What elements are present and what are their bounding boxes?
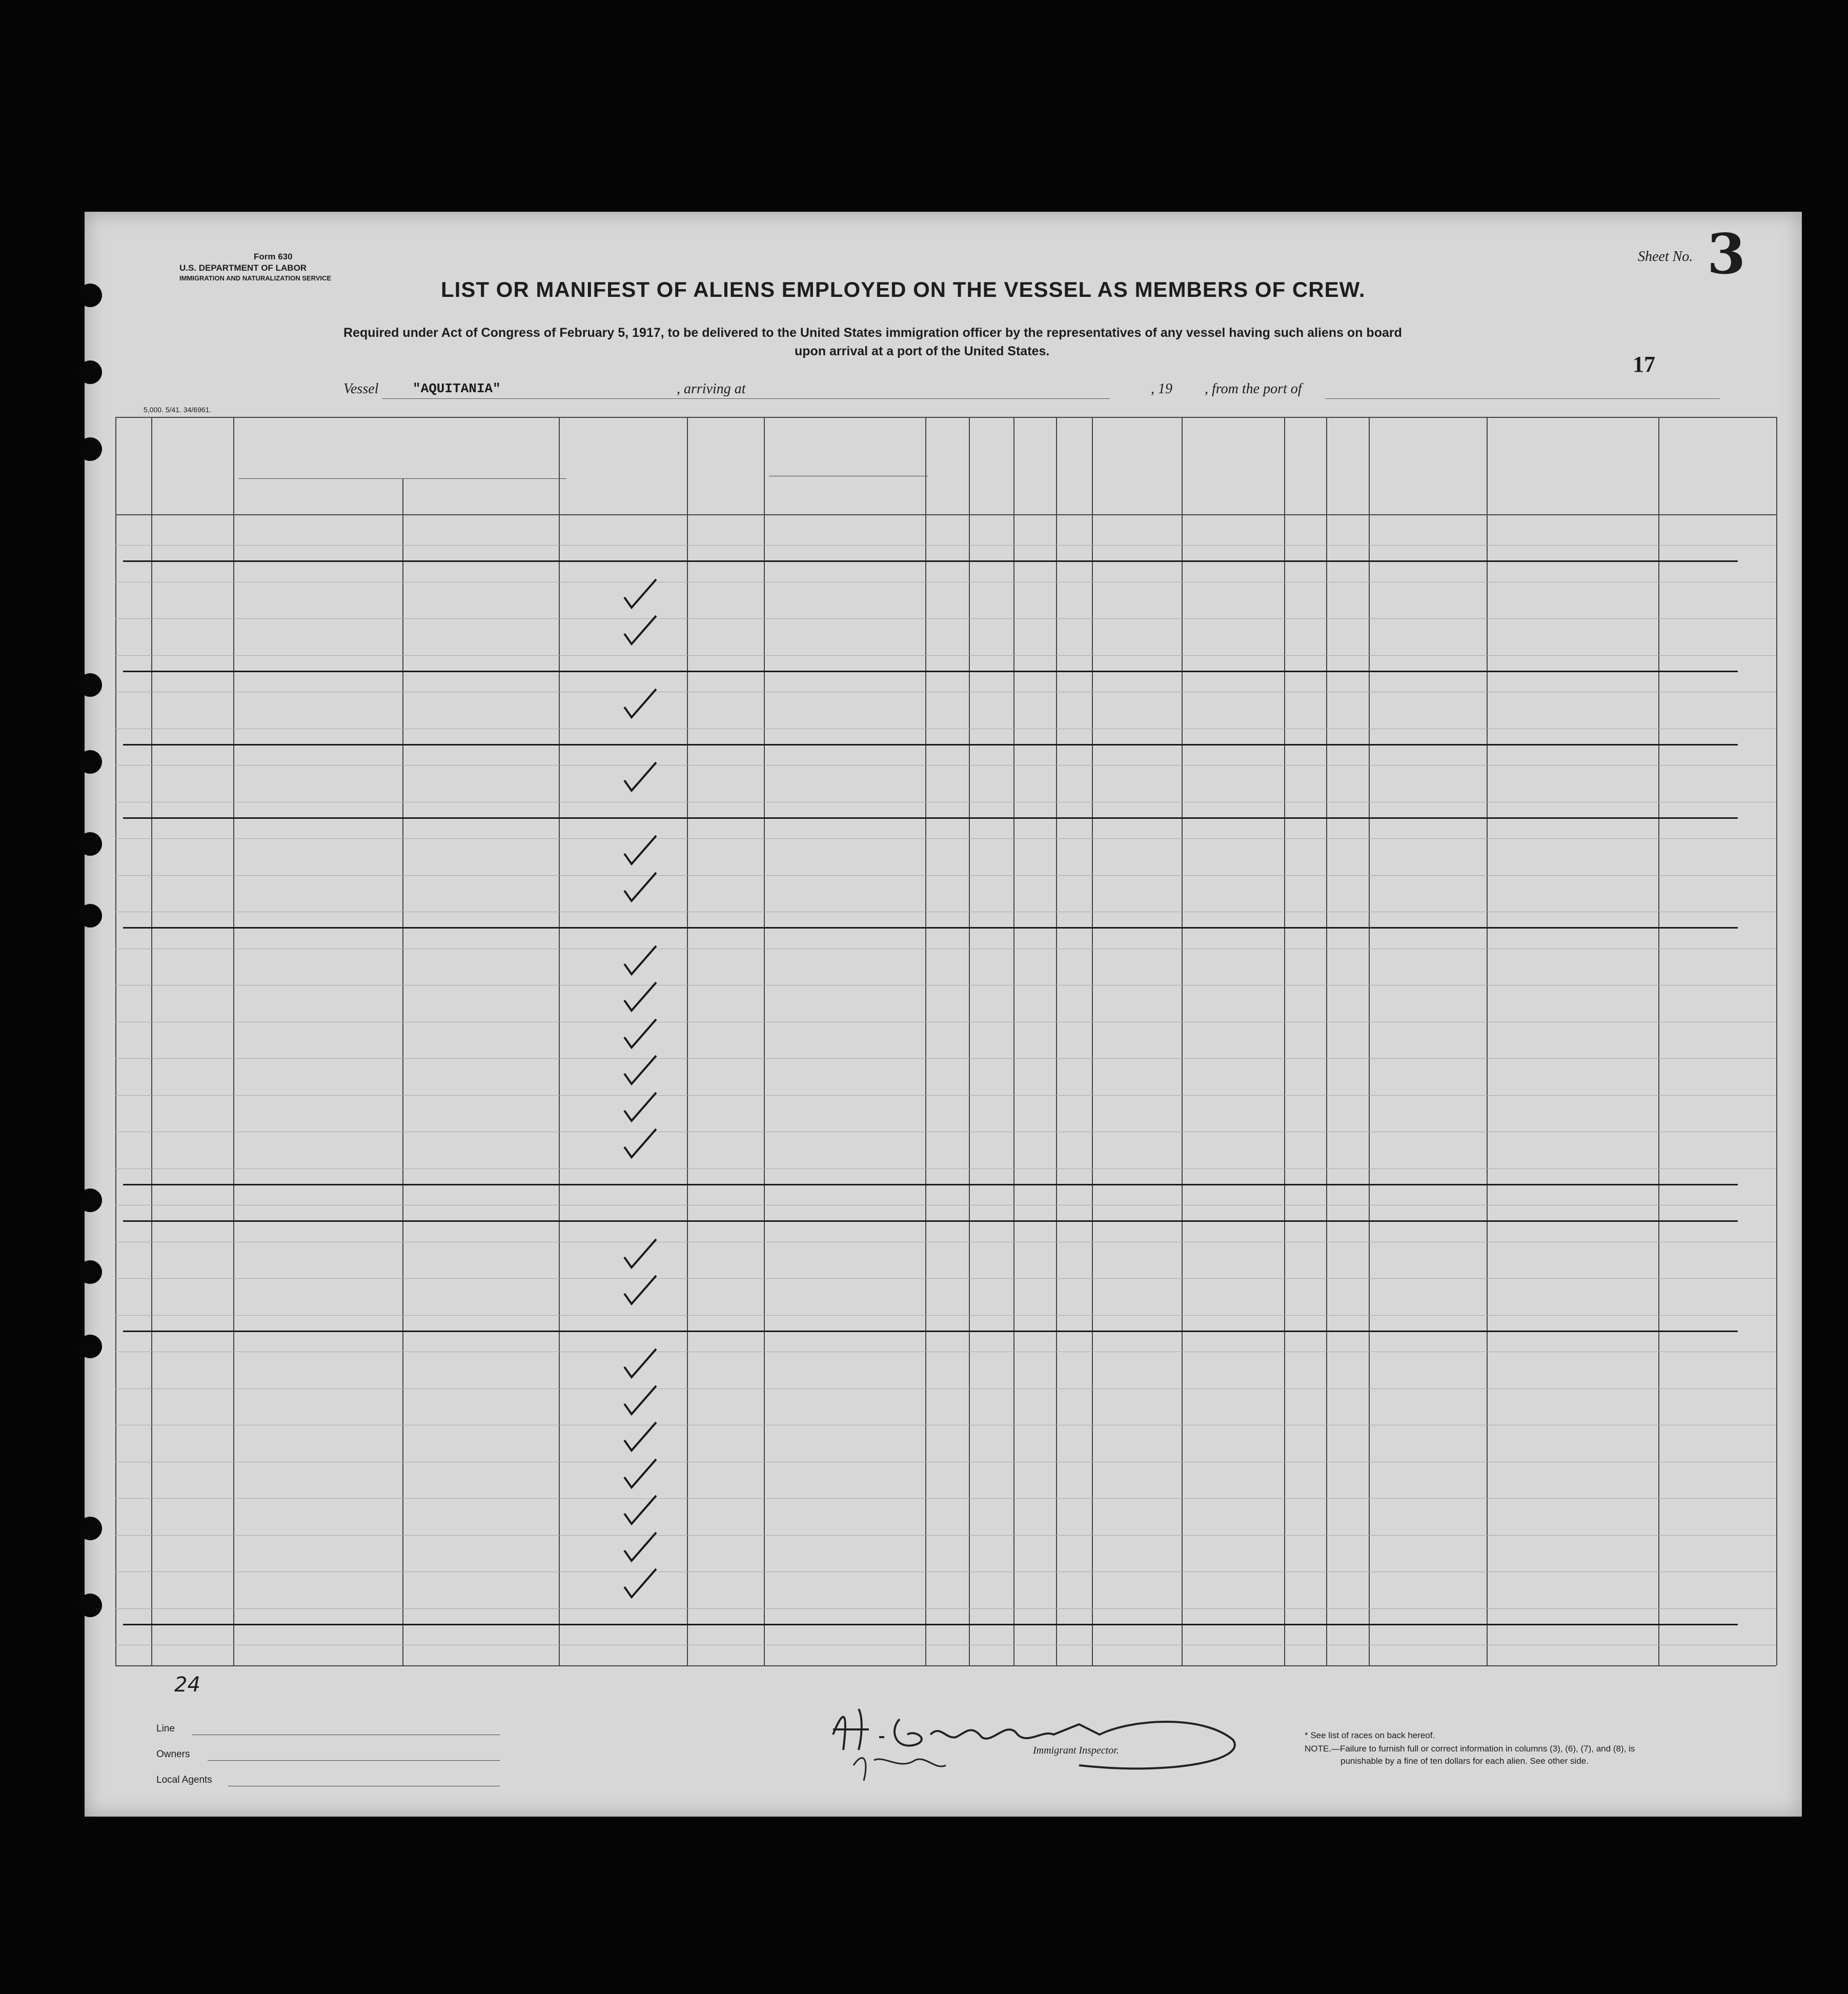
inspector-signature [813,1688,1264,1786]
check-mark-icon [620,760,661,796]
strike-through-line [123,1220,1738,1222]
column-divider [969,417,970,1665]
vessel-name: "AQUITANIA" [413,381,501,396]
check-stroke [624,1276,656,1304]
column-divider [115,417,116,1665]
column-divider [151,417,152,1665]
table-bottom-border [115,1665,1776,1666]
check-stroke [624,616,656,644]
column-divider [1182,417,1183,1665]
print-code: 5,000. 5/41. 34/6961. [144,406,212,414]
check-stroke [624,836,656,864]
subtitle-line-2: upon arrival at a port of the United States. [795,344,1050,358]
check-mark-icon [620,1237,661,1273]
strike-through-line [123,1331,1738,1332]
check-mark-icon [620,1090,661,1126]
check-stroke [624,1422,656,1451]
column-divider [1326,417,1327,1665]
arriving-label: , arriving at [677,381,746,397]
check-mark-icon [620,687,661,722]
column-divider [402,478,403,1665]
total-count: 24 [174,1673,200,1697]
vessel-label: Vessel [343,381,379,397]
punch-hole [78,1189,102,1212]
punch-hole [78,673,102,697]
name-subheader-rule [238,478,566,479]
punch-hole [78,284,102,307]
punch-hole [78,904,102,928]
row-rule [115,1278,1776,1279]
column-divider [687,417,688,1665]
column-divider [559,417,560,1665]
check-stroke [624,1496,656,1524]
port-underline [1325,398,1720,399]
row-rule [115,765,1776,766]
check-stroke [624,946,656,974]
page-number: 17 [1633,352,1655,377]
form-number: Form 630 [254,252,293,261]
check-mark-icon [620,980,661,1016]
service: IMMIGRATION AND NATURALIZATION SERVICE [179,274,332,282]
owners-underline [208,1760,500,1761]
row-rule [115,1095,1776,1096]
inspector-label: Immigrant Inspector. [1033,1745,1119,1756]
column-divider [1658,417,1659,1665]
row-rule [115,1608,1776,1609]
check-mark-icon [620,577,661,613]
page-title: LIST OR MANIFEST OF ALIENS EMPLOYED ON THE VESSEL AS MEMBERS OF CREW. [441,277,1366,301]
check-mark-icon [620,1530,661,1566]
row-rule [115,655,1776,656]
subtitle-line-1: Required under Act of Congress of February 5, 1917, to be delivered to the United States immigration officer by the representatives of any vessel having such aliens on board [343,326,1402,340]
column-divider [1013,417,1014,1665]
punch-hole [78,437,102,461]
check-stroke [624,1056,656,1084]
column-divider [233,417,234,1665]
column-divider [1056,417,1057,1665]
check-stroke [624,1533,656,1561]
check-mark-icon [620,1053,661,1089]
races-note: * See list of races on back hereof. [1305,1730,1435,1740]
row-rule [115,838,1776,839]
column-divider [1092,417,1093,1665]
strike-through-line [123,1184,1738,1185]
punch-hole [78,1517,102,1540]
check-stroke [624,1239,656,1267]
check-mark-icon [620,1383,661,1419]
note-line-1: NOTE.—Failure to furnish full or correct information in columns (3), (6), (7), and (8), is [1305,1744,1635,1754]
sheet-number: 3 [1707,222,1746,287]
manifest-sheet [85,212,1802,1817]
column-divider [925,417,926,1665]
check-stroke [624,1386,656,1414]
row-rule [115,618,1776,619]
department: U.S. DEPARTMENT OF LABOR [179,263,307,273]
check-stroke [624,1129,656,1157]
column-divider [1487,417,1488,1665]
check-stroke [624,689,656,717]
row-rule [115,1388,1776,1389]
column-divider [1776,417,1777,1665]
row-rule [115,1498,1776,1499]
row-rule [115,1058,1776,1059]
check-mark-icon [620,1457,661,1493]
port-label: , from the port of [1205,381,1302,397]
column-divider [764,417,765,1665]
punch-hole [78,1260,102,1284]
strike-through-line [123,560,1738,562]
line-label: Line [156,1723,175,1734]
check-stroke [624,873,656,901]
agents-label: Local Agents [156,1775,212,1785]
strike-through-line [123,927,1738,929]
check-mark-icon [620,1273,661,1309]
strike-through-line [123,744,1738,746]
punch-hole [78,750,102,774]
sheet-label: Sheet No. [1638,249,1693,265]
column-divider [1369,417,1370,1665]
note-line-2: punishable by a fine of ten dollars for each alien. See other side. [1341,1756,1589,1766]
punch-hole [78,832,102,856]
check-mark-icon [620,1566,661,1602]
check-stroke [624,1349,656,1377]
row-rule [115,1535,1776,1536]
row-rule [115,875,1776,876]
strike-through-line [123,671,1738,672]
check-stroke [624,982,656,1011]
check-stroke [624,1569,656,1597]
check-mark-icon [620,943,661,979]
check-mark-icon [620,1420,661,1456]
punch-hole [78,1594,102,1617]
row-rule [115,545,1776,546]
table-top-border [115,417,1776,418]
check-mark-icon [620,1126,661,1162]
row-rule [115,1315,1776,1316]
check-mark-icon [620,1346,661,1382]
strike-through-line [123,1624,1738,1625]
check-mark-icon [620,833,661,869]
year-prefix: , 19 [1151,381,1172,397]
header-bottom-border [115,514,1776,515]
check-stroke [624,762,656,791]
check-stroke [624,1019,656,1048]
check-mark-icon [620,870,661,906]
check-stroke [624,579,656,608]
strike-through-line [123,817,1738,819]
punch-hole [78,360,102,384]
check-mark-icon [620,1017,661,1053]
check-mark-icon [620,1493,661,1529]
owners-label: Owners [156,1749,190,1760]
punch-hole [78,1335,102,1358]
check-stroke [624,1459,656,1487]
column-divider [1284,417,1285,1665]
vessel-underline [382,398,1110,399]
check-stroke [624,1093,656,1121]
check-mark-icon [620,613,661,649]
